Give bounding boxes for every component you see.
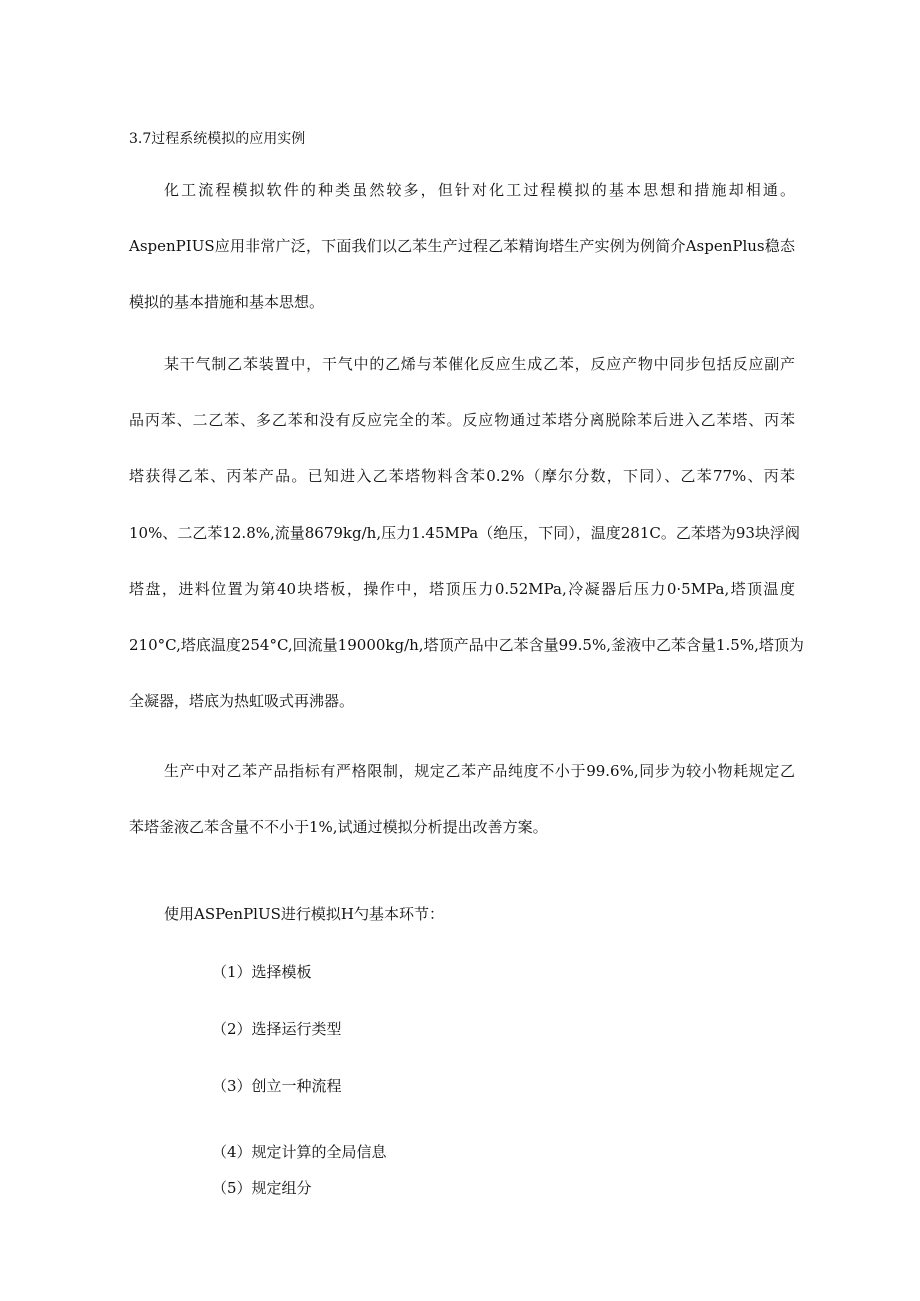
paragraph-2-line-2: 品丙苯、二乙苯、多乙苯和没有反应完全的苯。反应物通过苯塔分离脱除苯后进入乙苯塔、丙苯 (129, 411, 795, 429)
paragraph-2-line-6: 210°C,塔底温度254°C,回流量19000kg/h,塔顶产品中乙苯含量99.5%,釜液中乙苯含量1.5%,塔顶为 (129, 636, 804, 654)
paragraph-3-line-2: 苯塔釜液乙苯含量不不小于1%,试通过模拟分析提出改善方案。 (129, 818, 548, 836)
paragraph-2-line-1: 某干气制乙苯装置中，干气中的乙烯与苯催化反应生成乙苯，反应产物中同步包括反应副产 (164, 355, 795, 373)
section-heading: 3.7过程系统模拟的应用实例 (129, 131, 306, 147)
step-item: （5）规定组分 (212, 1179, 312, 1197)
step-item: （1）选择模板 (212, 963, 312, 981)
paragraph-2-line-7: 全凝器，塔底为热虹吸式再沸器。 (129, 692, 355, 710)
paragraph-1-line-1: 化工流程模拟软件的种类虽然较多，但针对化工过程模拟的基本思想和措施却相通。 (164, 181, 795, 199)
step-item: （2）选择运行类型 (212, 1020, 342, 1038)
steps-intro: 使用ASPenPlUS进行模拟H勺基本环节： (164, 905, 444, 923)
paragraph-3-line-1: 生产中对乙苯产品指标有严格限制，规定乙苯产品纯度不小于99.6%,同步为较小物耗规定乙 (164, 762, 795, 780)
paragraph-2-line-5: 塔盘，进料位置为第40块塔板，操作中，塔顶压力0.52MPa,冷凝器后压力0·5MPa,塔顶温度 (129, 580, 795, 598)
paragraph-2-line-3: 塔获得乙苯、丙苯产品。已知进入乙苯塔物料含苯0.2%（摩尔分数，下同）、乙苯77%、丙苯 (129, 467, 795, 485)
step-item: （3）创立一种流程 (212, 1077, 342, 1095)
paragraph-1-line-3: 模拟的基本措施和基本思想。 (129, 293, 325, 311)
paragraph-2-line-4: 10%、二乙苯12.8%,流量8679kg/h,压力1.45MPa（绝压，下同），温度281C。乙苯塔为93块浮阀 (129, 524, 800, 542)
paragraph-1-line-2: AspenPIUS应用非常广泛，下面我们以乙苯生产过程乙苯精询塔生产实例为例简介AspenPlus稳态 (129, 237, 795, 255)
step-item: （4）规定计算的全局信息 (212, 1143, 387, 1161)
